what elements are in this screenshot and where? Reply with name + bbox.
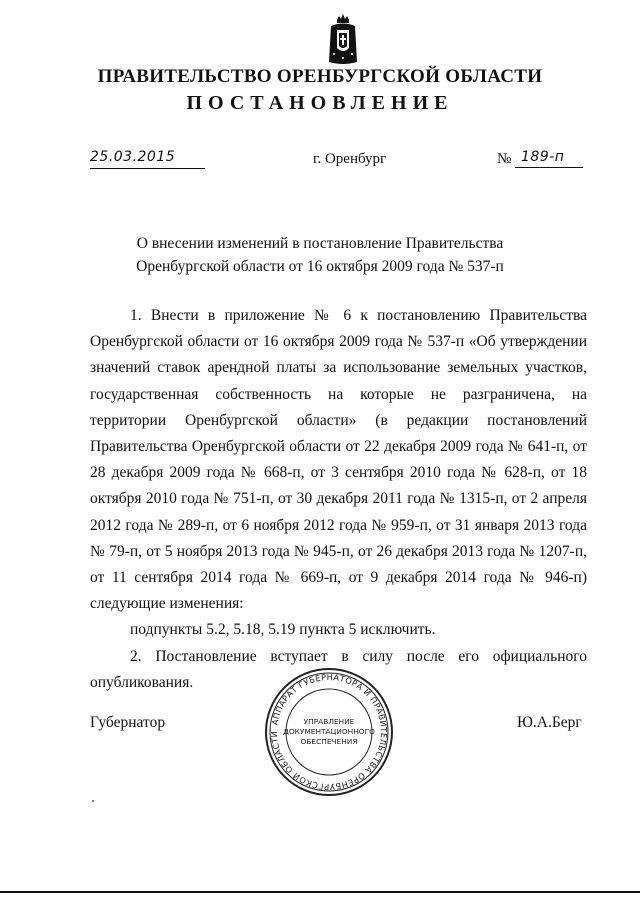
scan-speck bbox=[92, 800, 94, 802]
subject-line-2: Оренбургской области от 16 октября 2009 года № 537-п bbox=[136, 258, 504, 275]
paragraph-1: 1. Внести в приложение № 6 к постановлению Правительства Оренбургской области от 16 октября 2009 года № 537-п «Об утверждении значений ставок арендной платы за использование земельных участков, государственная собственность на которые не разграничена, на территории Оренбургской области» (в редакции постановлений Правительства Оренбургской области от 22 декабря 2009 года № 641-п, от 28 декабря 2009 года № 668-п, от 3 сентября 2010 года № 628-п, от 18 октября 2010 года № 751-п, от 30 декабря 2011 года № 1315-п, от 2 апреля 2012 года № 289-п, от 6 ноября 2012 года № 959-п, от 31 января 2013 года № 79-п, от 5 ноября 2013 года № 945-п, от 26 декабря 2013 года № 1207-п, от 11 сентября 2014 года № 669-п, от 9 декабря 2014 года № 946-п) следующие изменения: bbox=[90, 307, 587, 613]
subject-line-1: О внесении изменений в постановление Правительства bbox=[136, 235, 504, 252]
paragraph-2: подпункты 5.2, 5.18, 5.19 пункта 5 исключить. bbox=[130, 621, 436, 639]
paragraph-3: 2. Постановление вступает в силу после его официального опубликования. bbox=[90, 647, 587, 691]
signatory-name: Ю.А.Берг bbox=[517, 714, 582, 731]
bottom-rule bbox=[0, 891, 640, 893]
coat-of-arms-icon bbox=[327, 14, 359, 66]
stamp-center-line-3: ОБЕСПЕЧЕНИЯ bbox=[300, 737, 358, 746]
number-underline bbox=[515, 167, 583, 168]
stamp-center-line-1: УПРАВЛЕНИЕ bbox=[303, 717, 355, 726]
document-number: 189-п bbox=[521, 149, 565, 165]
document-body bbox=[90, 303, 587, 696]
stamp-center-line-2: ДОКУМЕНТАЦИОННОГО bbox=[283, 727, 375, 736]
document-subject bbox=[0, 232, 640, 278]
number-label: № bbox=[497, 151, 512, 167]
document-city: г. Оренбург bbox=[313, 151, 387, 167]
stamp-ring-text: АППАРАТ ГУБЕРНАТОРА И ПРАВИТЕЛЬСТВА ОРЕНБУРГСКОЙ ОБЛАСТИ bbox=[268, 671, 390, 793]
signatory-title: Губернатор bbox=[90, 714, 166, 731]
organization-title: ПРАВИТЕЛЬСТВО ОРЕНБУРГСКОЙ ОБЛАСТИ bbox=[97, 66, 543, 87]
document-type: ПОСТАНОВЛЕНИЕ bbox=[186, 92, 454, 114]
document-date-field bbox=[90, 148, 205, 169]
document-date: 25.03.2015 bbox=[90, 149, 176, 165]
document-number-field bbox=[497, 148, 597, 168]
official-stamp bbox=[263, 666, 395, 798]
